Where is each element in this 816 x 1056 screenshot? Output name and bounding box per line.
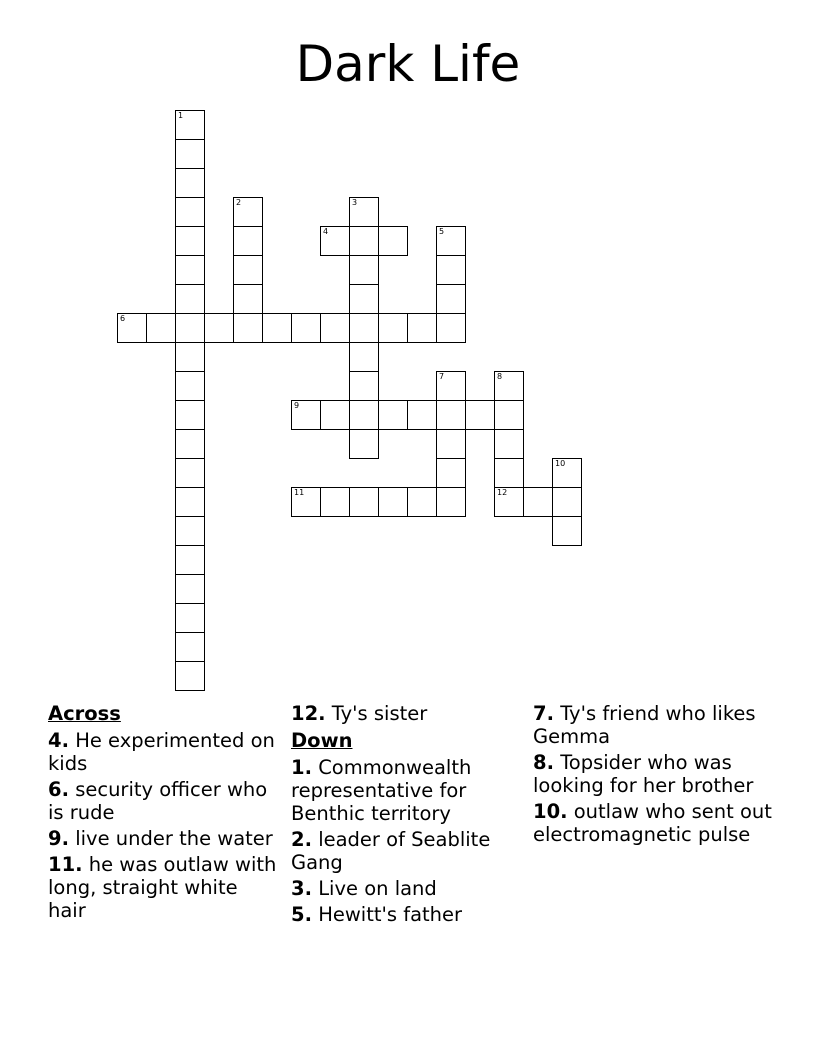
grid-cell[interactable] [349, 429, 379, 459]
grid-cell[interactable] [320, 313, 350, 343]
clue-number: 9 [294, 401, 300, 410]
clue-across-11: 11. he was outlaw with long, straight white hair [48, 853, 277, 922]
grid-cell[interactable] [349, 371, 379, 401]
grid-cell[interactable] [175, 661, 205, 691]
clue-column-1 [48, 702, 280, 925]
clue-across-4: 4. He experimented on kids [48, 729, 275, 775]
grid-cell[interactable] [175, 487, 205, 517]
grid-cell[interactable] [494, 371, 524, 401]
grid-cell[interactable] [175, 226, 205, 256]
grid-cell[interactable] [494, 429, 524, 459]
clue-number: 8 [497, 372, 503, 381]
grid-cell[interactable] [436, 400, 466, 430]
grid-cell[interactable] [494, 487, 524, 517]
grid-cell[interactable] [552, 516, 582, 546]
clue-down-1: 1. Commonwealth representative for Benthic territory [291, 756, 472, 825]
clue-across-12: 12. Ty's sister [291, 702, 428, 725]
grid-cell[interactable] [436, 226, 466, 256]
grid-cell[interactable] [436, 429, 466, 459]
grid-cell[interactable] [349, 197, 379, 227]
clue-number: 2 [236, 198, 242, 207]
clue-number: 7 [439, 372, 445, 381]
grid-cell[interactable] [175, 255, 205, 285]
grid-cell[interactable] [233, 255, 263, 285]
grid-cell[interactable] [175, 516, 205, 546]
clue-column-2 [291, 702, 523, 929]
grid-cell[interactable] [233, 226, 263, 256]
clue-across-9: 9. live under the water [48, 827, 273, 850]
grid-cell[interactable] [175, 313, 205, 343]
grid-cell[interactable] [233, 197, 263, 227]
clue-number: 6 [120, 314, 126, 323]
grid-cell[interactable] [436, 487, 466, 517]
grid-cell[interactable] [349, 400, 379, 430]
clue-down-7: 7. Ty's friend who likes Gemma [533, 702, 756, 748]
grid-cell[interactable] [233, 313, 263, 343]
grid-cell[interactable] [494, 458, 524, 488]
clue-number: 5 [439, 227, 445, 236]
grid-cell[interactable] [465, 400, 495, 430]
grid-cell[interactable] [175, 284, 205, 314]
clue-column-3 [533, 702, 773, 849]
grid-cell[interactable] [349, 342, 379, 372]
grid-cell[interactable] [175, 197, 205, 227]
grid-cell[interactable] [175, 400, 205, 430]
grid-cell[interactable] [291, 400, 321, 430]
grid-cell[interactable] [407, 400, 437, 430]
grid-cell[interactable] [233, 284, 263, 314]
grid-cell[interactable] [175, 458, 205, 488]
grid-cell[interactable] [262, 313, 292, 343]
clue-number: 12 [497, 488, 508, 497]
grid-cell[interactable] [552, 487, 582, 517]
grid-cell[interactable] [175, 110, 205, 140]
clue-number: 4 [323, 227, 329, 236]
clue-number: 11 [294, 488, 305, 497]
clue-down-10: 10. outlaw who sent out electromagnetic pulse [533, 800, 772, 846]
grid-cell[interactable] [204, 313, 234, 343]
grid-cell[interactable] [175, 632, 205, 662]
grid-cell[interactable] [320, 487, 350, 517]
grid-cell[interactable] [175, 168, 205, 198]
clue-down-3: 3. Live on land [291, 877, 437, 900]
grid-cell[interactable] [436, 284, 466, 314]
grid-cell[interactable] [349, 284, 379, 314]
clue-number: 3 [352, 198, 358, 207]
grid-cell[interactable] [378, 226, 408, 256]
grid-cell[interactable] [378, 313, 408, 343]
down-heading: Down [291, 729, 353, 752]
clue-number: 10 [555, 459, 566, 468]
grid-cell[interactable] [291, 313, 321, 343]
grid-cell[interactable] [175, 574, 205, 604]
clue-down-2: 2. leader of Seablite Gang [291, 828, 491, 874]
grid-cell[interactable] [552, 458, 582, 488]
grid-cell[interactable] [349, 313, 379, 343]
grid-cell[interactable] [436, 458, 466, 488]
grid-cell[interactable] [436, 371, 466, 401]
grid-cell[interactable] [436, 313, 466, 343]
clue-down-5: 5. Hewitt's father [291, 903, 463, 926]
grid-cell[interactable] [378, 487, 408, 517]
grid-cell[interactable] [436, 255, 466, 285]
grid-cell[interactable] [117, 313, 147, 343]
grid-cell[interactable] [291, 487, 321, 517]
across-heading: Across [48, 702, 121, 725]
grid-cell[interactable] [175, 603, 205, 633]
clue-down-8: 8. Topsider who was looking for her brother [533, 751, 754, 797]
clue-number: 1 [178, 111, 184, 120]
grid-cell[interactable] [320, 400, 350, 430]
grid-cell[interactable] [349, 226, 379, 256]
grid-cell[interactable] [378, 400, 408, 430]
page-title: Dark Life [295, 35, 521, 93]
grid-cell[interactable] [407, 487, 437, 517]
grid-cell[interactable] [523, 487, 553, 517]
grid-cell[interactable] [349, 255, 379, 285]
grid-cell[interactable] [146, 313, 176, 343]
grid-cell[interactable] [349, 487, 379, 517]
grid-cell[interactable] [175, 139, 205, 169]
grid-cell[interactable] [175, 342, 205, 372]
grid-cell[interactable] [320, 226, 350, 256]
clue-across-6: 6. security officer who is rude [48, 778, 268, 824]
grid-cell[interactable] [494, 400, 524, 430]
grid-cell[interactable] [407, 313, 437, 343]
grid-cell[interactable] [175, 429, 205, 459]
grid-cell[interactable] [175, 371, 205, 401]
grid-cell[interactable] [175, 545, 205, 575]
